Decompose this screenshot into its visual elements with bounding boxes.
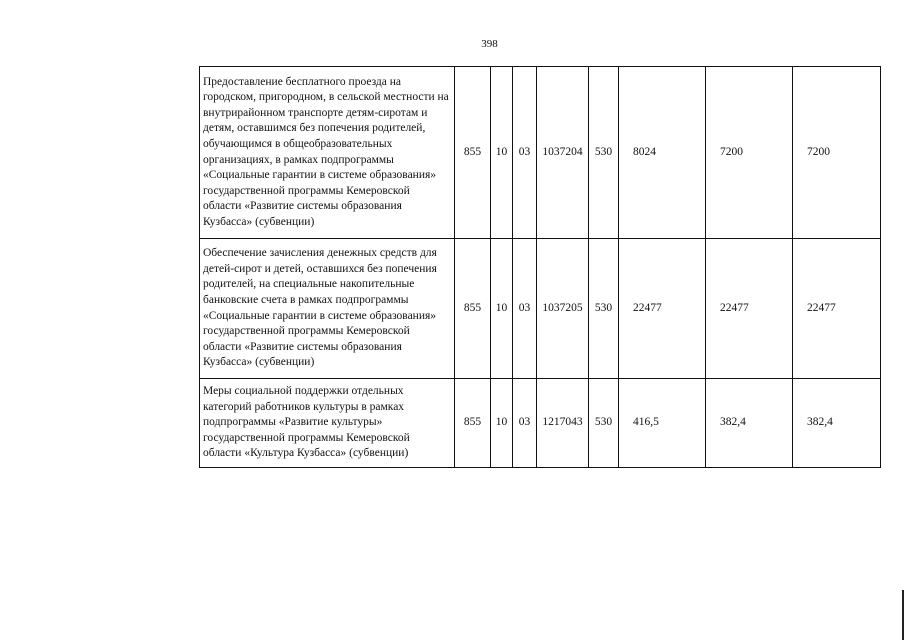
amount-cell: 382,4 — [793, 379, 881, 468]
target-code: 1037205 — [537, 239, 589, 379]
expense-type-code: 530 — [589, 67, 619, 239]
subsection-code: 03 — [513, 379, 537, 468]
table-row — [200, 379, 881, 468]
amount-cell: 22477 — [619, 239, 706, 379]
subsection-code: 03 — [513, 239, 537, 379]
ministry-code: 855 — [455, 379, 491, 468]
expense-type-code: 530 — [589, 379, 619, 468]
section-code: 10 — [491, 239, 513, 379]
row-description: Меры социальной поддержки отдельных категорий работников культуры в рамках подпрограммы «Развитие культуры» государственной программы Кемеровской области «Культура Кузбасса» (субвенции) — [200, 379, 455, 468]
section-code: 10 — [491, 379, 513, 468]
amount-cell: 416,5 — [619, 379, 706, 468]
scan-edge-mark — [902, 590, 904, 640]
budget-table — [199, 66, 881, 468]
subsection-code: 03 — [513, 67, 537, 239]
amount-cell: 22477 — [706, 239, 793, 379]
ministry-code: 855 — [455, 239, 491, 379]
target-code: 1037204 — [537, 67, 589, 239]
amount-cell: 7200 — [706, 67, 793, 239]
amount-cell: 7200 — [793, 67, 881, 239]
page-number: 398 — [481, 38, 498, 50]
section-code: 10 — [491, 67, 513, 239]
target-code: 1217043 — [537, 379, 589, 468]
amount-cell: 382,4 — [706, 379, 793, 468]
table-row — [200, 67, 881, 239]
amount-cell: 22477 — [793, 239, 881, 379]
expense-type-code: 530 — [589, 239, 619, 379]
row-description: Предоставление бесплатного проезда на городском, пригородном, в сельской местности на внутрирайонном транспорте детям-сиротам и детям, оставшимся без попечения родителей, обучающимся в общеобразовательных организациях, в рамках подпрограммы «Социальные гарантии в системе образования» государственной программы Кемеровской области «Развитие системы образования Кузбасса» (субвенции) — [200, 67, 455, 239]
table-row — [200, 239, 881, 379]
amount-cell: 8024 — [619, 67, 706, 239]
ministry-code: 855 — [455, 67, 491, 239]
row-description: Обеспечение зачисления денежных средств для детей-сирот и детей, оставшихся без попечения родителей, на специальные накопительные банковские счета в рамках подпрограммы «Социальные гарантии в системе образования» государственной программы Кемеровской области «Развитие системы образования Кузбасса» (субвенции) — [200, 239, 455, 379]
